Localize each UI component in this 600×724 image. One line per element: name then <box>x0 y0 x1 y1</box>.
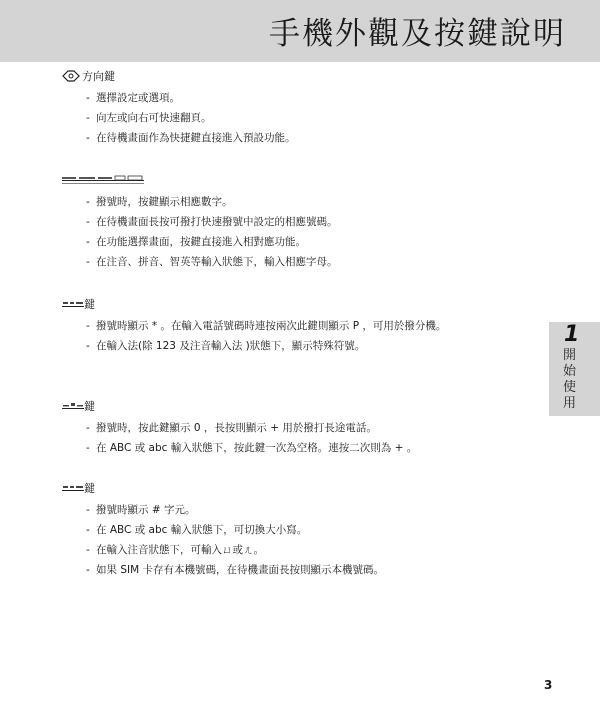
section-heading-text: 鍵 <box>84 400 95 413</box>
list-item: - 在待機畫面作為快捷鍵直接進入預設功能。 <box>86 132 296 144</box>
section-heading <box>62 68 296 84</box>
number-keys-icon <box>62 174 144 186</box>
list-item: - 撥號時顯示 # 字元。 <box>86 504 196 516</box>
list-item: - 向左或向右可快速翻頁。 <box>86 112 212 124</box>
list-item: - 在輸入注音狀態下，可輸入ㄩ或ㄦ。 <box>86 544 264 556</box>
star-key-icon <box>62 298 84 310</box>
section-heading <box>62 172 338 188</box>
hash-key-icon <box>62 482 84 494</box>
section-hash-key <box>62 480 384 580</box>
navigation-key-icon <box>62 70 80 82</box>
list-item: - 選擇設定或選項。 <box>86 92 180 104</box>
chapter-tab <box>549 322 600 416</box>
list-item: - 在 ABC 或 abc 輸入狀態下，按此鍵一次為空格。連按二次則為 + 。 <box>86 442 418 454</box>
section-number-keys <box>62 172 338 272</box>
list-item: - 撥號時，按鍵顯示相應數字。 <box>86 196 233 208</box>
zero-key-icon <box>62 400 84 412</box>
chapter-number: 1 <box>564 322 580 347</box>
section-star-key <box>62 296 502 356</box>
section-heading-text: 鍵 <box>84 482 95 495</box>
section-zero-key <box>62 398 417 458</box>
list-item: - 在待機畫面長按可撥打快速撥號中設定的相應號碼。 <box>86 216 338 228</box>
section-navigation-key <box>62 68 296 148</box>
list-item: - 在輸入法(除 123 及注音輸入法 )狀態下，顯示特殊符號。 <box>86 340 366 352</box>
section-heading <box>62 480 384 496</box>
header-band <box>0 0 600 62</box>
list-item: - 在注音、拼音、智英等輸入狀態下，輸入相應字母。 <box>86 256 338 268</box>
section-heading <box>62 398 417 414</box>
list-item: - 如果 SIM 卡存有本機號碼，在待機畫面長按則顯示本機號碼。 <box>86 564 384 576</box>
section-heading <box>62 296 502 312</box>
page-number: 3 <box>544 678 553 692</box>
list-item: - 撥號時，按此鍵顯示 0 ，長按則顯示 + 用於撥打長途電話。 <box>86 422 377 434</box>
section-heading-text: 方向鍵 <box>82 70 115 83</box>
section-heading-text: 鍵 <box>84 298 95 311</box>
list-item: - 在 ABC 或 abc 輸入狀態下，可切換大小寫。 <box>86 524 308 536</box>
page-title: 手機外觀及按鍵說明 <box>269 16 566 52</box>
list-item: - 在功能選擇畫面，按鍵直接進入相對應功能。 <box>86 236 306 248</box>
list-item: - 撥號時顯示 * 。在輸入電話號碼時連按兩次此鍵則顯示 P ，可用於撥分機。 <box>86 320 447 332</box>
chapter-label: 開始使用 <box>563 348 577 411</box>
